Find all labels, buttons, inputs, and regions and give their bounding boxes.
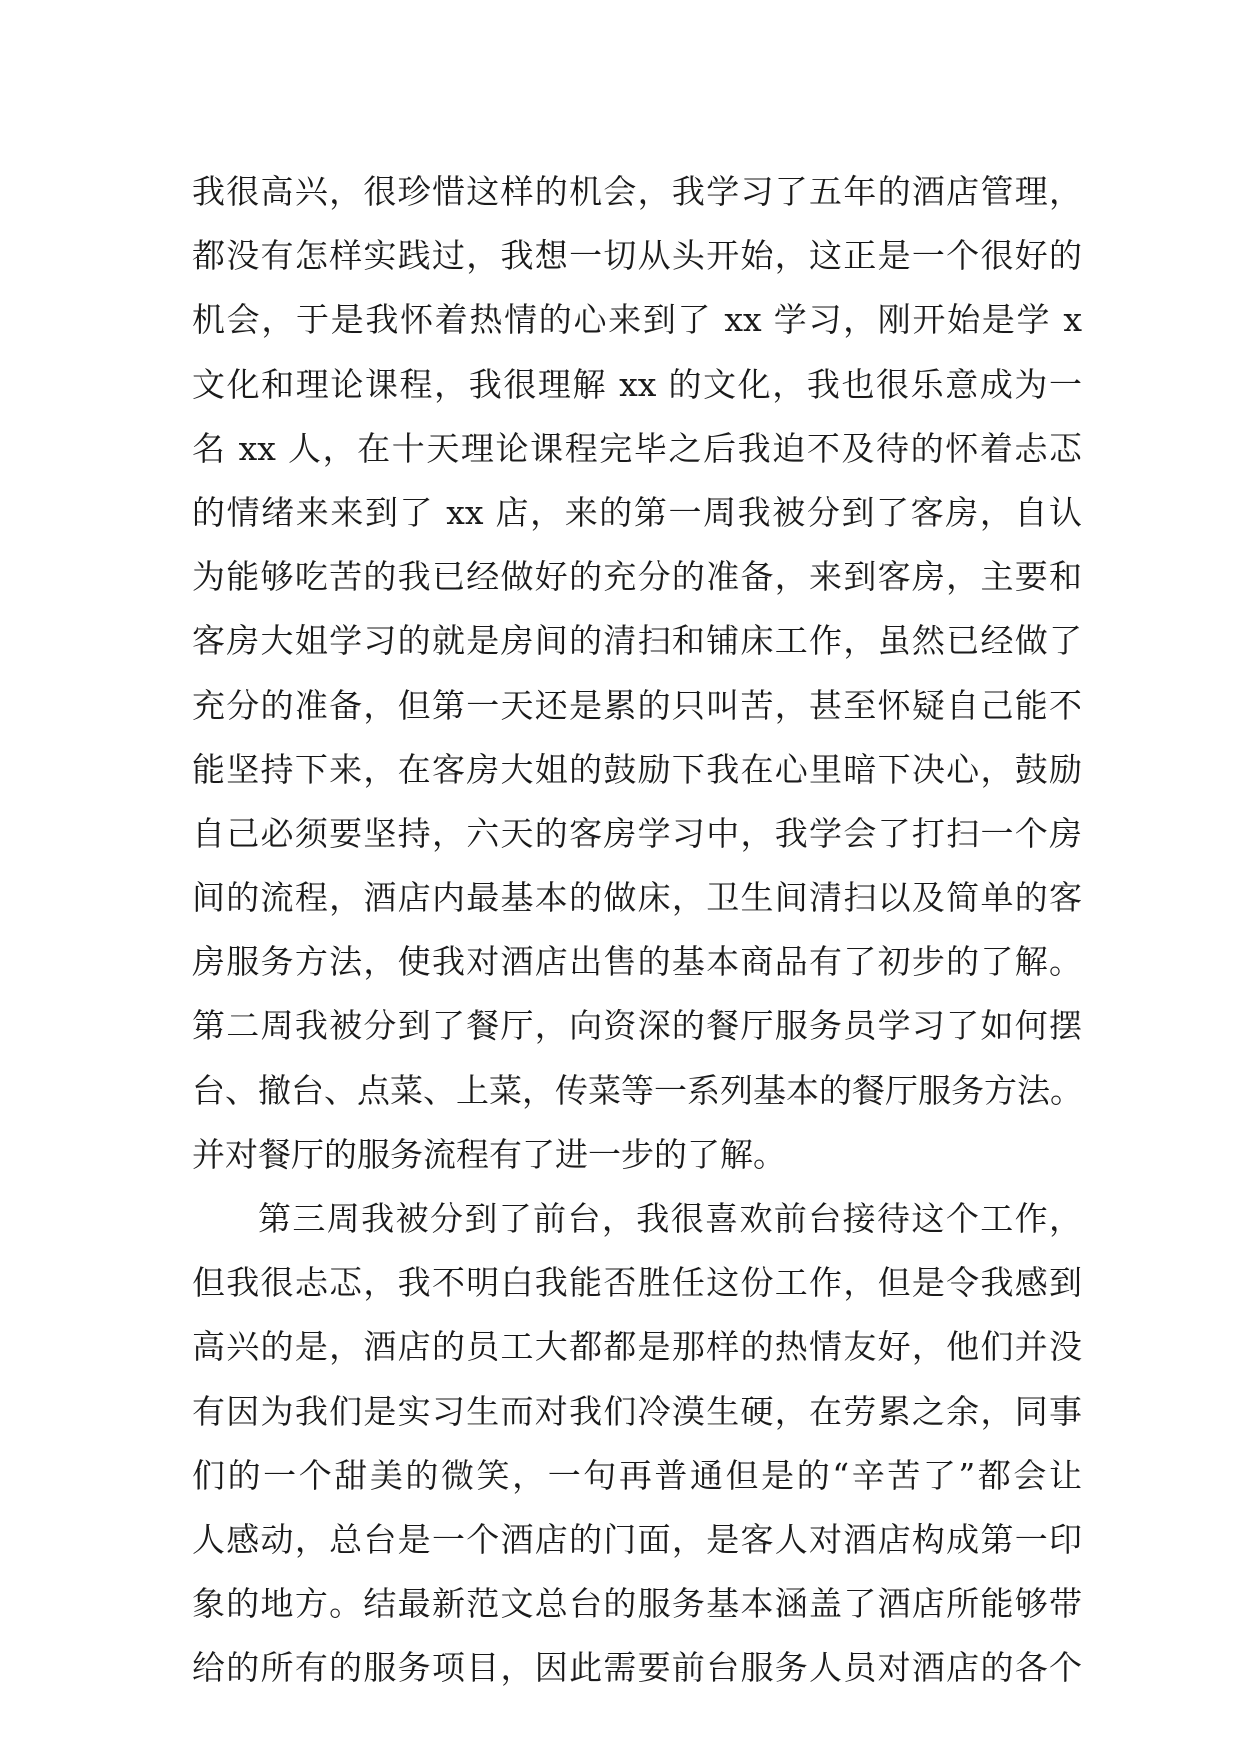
text-line: 人感动，总台是一个酒店的门面，是客人对酒店构成第一印 [192, 1519, 1082, 1559]
text-line: 房服务方法，使我对酒店出售的基本商品有了初步的了解。 [192, 942, 1082, 982]
text-line: 机会，于是我怀着热情的心来到了 xx 学习，刚开始是学 x [192, 300, 1082, 340]
paragraph-first-line: 第三周我被分到了前台，我很喜欢前台接待这个工作， [258, 1199, 1082, 1238]
text-line: 的情绪来来到了 xx 店，来的第一周我被分到了客房，自认 [192, 492, 1082, 532]
text-line: 文化和理论课程，我很理解 xx 的文化，我也很乐意成为一 [192, 364, 1082, 404]
text-line: 第二周我被分到了餐厅，向资深的餐厅服务员学习了如何摆 [192, 1006, 1082, 1046]
text-line: 客房大姐学习的就是房间的清扫和铺床工作，虽然已经做了 [192, 621, 1082, 661]
text-line: 有因为我们是实习生而对我们冷漠生硬，在劳累之余，同事 [192, 1391, 1082, 1431]
text-line: 台、撤台、点菜、上菜，传菜等一系列基本的餐厅服务方法。 [192, 1070, 1083, 1110]
text-line: 但我很忐忑，我不明白我能否胜任这份工作，但是令我感到 [192, 1263, 1082, 1303]
text-line: 自己必须要坚持，六天的客房学习中，我学会了打扫一个房 [192, 813, 1082, 853]
text-line: 名 xx 人，在十天理论课程完毕之后我迫不及待的怀着忐忑 [192, 428, 1082, 468]
text-line: 间的流程，酒店内最基本的做床，卫生间清扫以及简单的客 [192, 878, 1082, 918]
text-line: 都没有怎样实践过，我想一切从头开始，这正是一个很好的 [192, 236, 1082, 276]
text-line: 能坚持下来，在客房大姐的鼓励下我在心里暗下决心，鼓励 [192, 749, 1082, 789]
text-line: 给的所有的服务项目，因此需要前台服务人员对酒店的各个 [192, 1648, 1082, 1688]
body-text [192, 160, 1082, 1701]
text-line: 们的一个甜美的微笑，一句再普通但是的“辛苦了”都会让 [192, 1455, 1082, 1495]
text-line: 我很高兴，很珍惜这样的机会，我学习了五年的酒店管理， [192, 172, 1082, 211]
text-line: 充分的准备，但第一天还是累的只叫苦，甚至怀疑自己能不 [192, 685, 1082, 725]
text-line: 为能够吃苦的我已经做好的充分的准备，来到客房，主要和 [192, 557, 1082, 597]
text-line: 象的地方。结最新范文总台的服务基本涵盖了酒店所能够带 [192, 1584, 1082, 1624]
text-line: 高兴的是，酒店的员工大都都是那样的热情友好，他们并没 [192, 1327, 1082, 1367]
paragraph-last-line: 并对餐厅的服务流程有了进一步的了解。 [192, 1134, 786, 1174]
